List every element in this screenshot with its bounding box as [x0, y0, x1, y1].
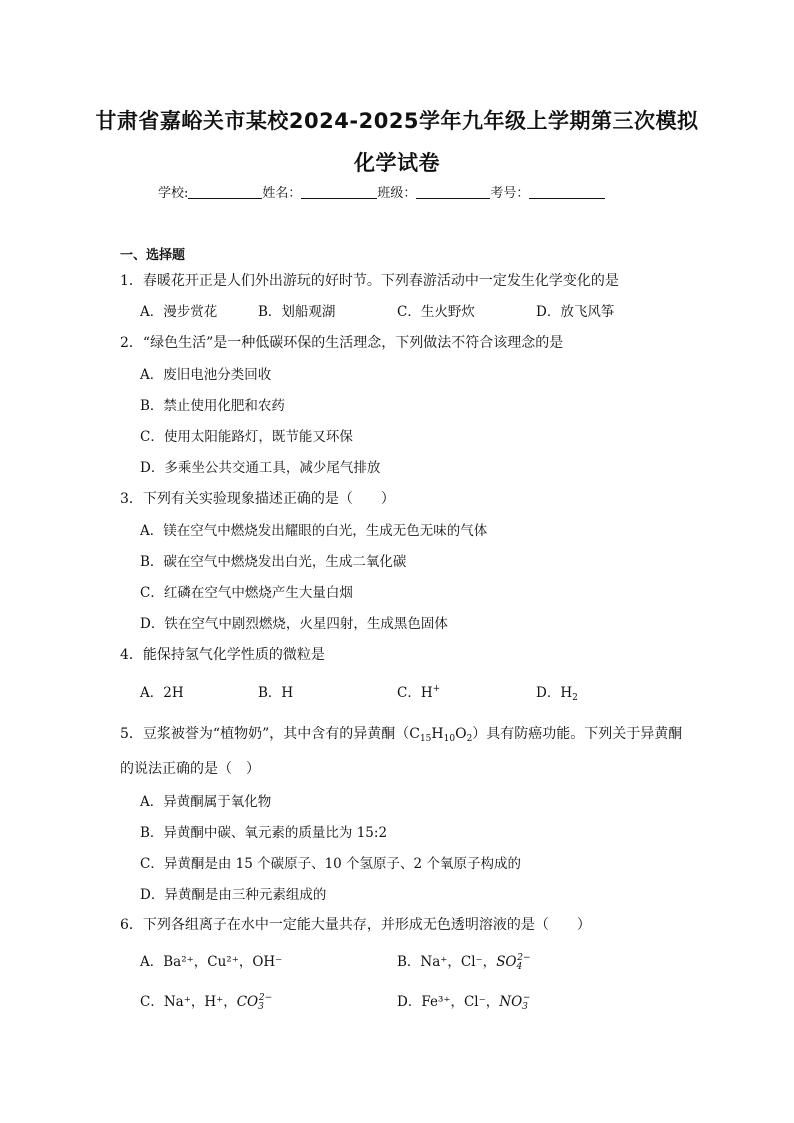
question-4-option-c	[397, 681, 440, 701]
exam-no-label: 考号：	[490, 186, 530, 201]
question-5-stem-part1: 5．豆浆被誉为“植物奶”，其中含有的异黄酮（	[120, 726, 410, 742]
question-4-option-a	[140, 681, 184, 701]
question-2-option-d: D．多乘坐公共交通工具，减少尾气排放	[140, 460, 381, 476]
nitrate-ion	[499, 994, 530, 1010]
school-blank	[188, 185, 262, 199]
element-c: C	[409, 726, 420, 742]
element-o: O	[455, 726, 467, 742]
charge-superscript: +	[432, 684, 441, 694]
section-heading: 一、选择题	[120, 248, 186, 263]
question-1-option-b: B．划船观湖	[258, 304, 336, 320]
ion-subscript: 4	[516, 962, 523, 972]
question-6-stem: 6．下列各组离子在水中一定能大量共存，并形成无色透明溶液的是（ ）	[120, 917, 591, 933]
ion-subscript: 3	[258, 1002, 264, 1012]
formula-h2: H	[560, 685, 573, 701]
option-text: D．Fe³⁺，Cl⁻，	[397, 994, 500, 1010]
option-text: C．Na⁺，H⁺，	[140, 994, 237, 1010]
question-2-stem: 2．“绿色生活”是一种低碳环保的生活理念，下列做法不符合该理念的是	[120, 335, 564, 351]
question-2-option-a: A．废旧电池分类回收	[140, 367, 272, 383]
subscript-h: 10	[443, 734, 456, 744]
question-5-stem-line2: 的说法正确的是（ ）	[120, 761, 260, 777]
exam-no-blank	[529, 185, 605, 199]
option-label: D．	[536, 685, 561, 701]
question-3-option-d: D．铁在空气中剧烈燃烧，火星四射，生成黑色固体	[140, 616, 448, 632]
question-1-stem: 1．春暖花开正是人们外出游玩的好时节。下列春游活动中一定发生化学变化的是	[120, 273, 619, 289]
class-label: 班级：	[377, 186, 417, 201]
question-4-option-b	[258, 681, 293, 701]
question-4-stem: 4．能保持氢气化学性质的微粒是	[120, 647, 325, 663]
subscript-o: 2	[466, 734, 473, 744]
question-1-option-d: D．放飞风筝	[536, 304, 615, 320]
ion-charge: 2−	[258, 993, 273, 1003]
question-5-stem-part2: ）具有防癌功能。下列关于异黄酮	[472, 726, 683, 742]
class-blank	[416, 185, 490, 199]
question-5-option-b: B．异黄酮中碳、氧元素的质量比为 15:2	[140, 825, 388, 841]
question-1-option-a: A．漫步赏花	[140, 304, 218, 320]
question-5-option-a: A．异黄酮属于氧化物	[140, 794, 272, 810]
question-4-option-d	[536, 681, 578, 703]
ion-subscript: 3	[522, 1002, 528, 1012]
question-2-option-b: B．禁止使用化肥和农药	[140, 398, 285, 414]
question-5-option-d: D．异黄酮是由三种元素组成的	[140, 887, 327, 903]
name-label: 姓名：	[262, 186, 302, 201]
subscript-c: 15	[419, 734, 432, 744]
question-1-option-c: C．生火野炊	[397, 304, 475, 320]
question-6-option-b	[397, 950, 531, 972]
question-6-option-c	[140, 990, 272, 1012]
ion-charge: −	[522, 993, 531, 1003]
ion-symbol: NO	[499, 994, 523, 1010]
formula-h: H	[281, 685, 294, 701]
carbonate-ion	[237, 994, 272, 1010]
isoflavone-formula	[409, 726, 472, 742]
ion-charge: 2−	[517, 953, 531, 963]
question-3-option-b: B．碳在空气中燃烧发出白光，生成二氧化碳	[140, 554, 407, 570]
name-blank	[301, 185, 377, 199]
school-label: 学校:	[158, 186, 189, 201]
atom-count-subscript: 2	[572, 693, 578, 703]
option-text: B．Na⁺，Cl⁻，	[397, 954, 497, 970]
question-2-option-c: C．使用太阳能路灯，既节能又环保	[140, 429, 353, 445]
question-5-option-c: C．异黄酮是由 15 个碳原子、10 个氢原子、2 个氧原子构成的	[140, 856, 521, 872]
option-label: A．	[140, 685, 164, 701]
ion-symbol: CO	[236, 994, 259, 1010]
element-h: H	[431, 726, 444, 742]
page-title: 甘肃省嘉峪关市某校2024-2025学年九年级上学期第三次模拟	[95, 109, 699, 133]
ion-symbol: SO	[496, 954, 517, 970]
student-info-line	[158, 182, 605, 201]
question-6-option-a: A．Ba²⁺，Cu²⁺，OH⁻	[140, 954, 283, 970]
formula-h-ion: H	[420, 685, 433, 701]
question-6-option-d	[397, 990, 530, 1012]
question-3-option-a: A．镁在空气中燃烧发出耀眼的白光，生成无色无味的气体	[140, 523, 488, 539]
question-3-stem: 3．下列有关实验现象描述正确的是（ ）	[120, 491, 395, 507]
question-5-stem	[120, 723, 682, 744]
sulfate-ion	[496, 954, 530, 970]
question-3-option-c: C．红磷在空气中燃烧产生大量白烟	[140, 585, 353, 601]
formula-2h: 2H	[163, 685, 184, 701]
option-label: B．	[258, 685, 282, 701]
page-subtitle: 化学试卷	[354, 151, 440, 175]
option-label: C．	[397, 685, 421, 701]
